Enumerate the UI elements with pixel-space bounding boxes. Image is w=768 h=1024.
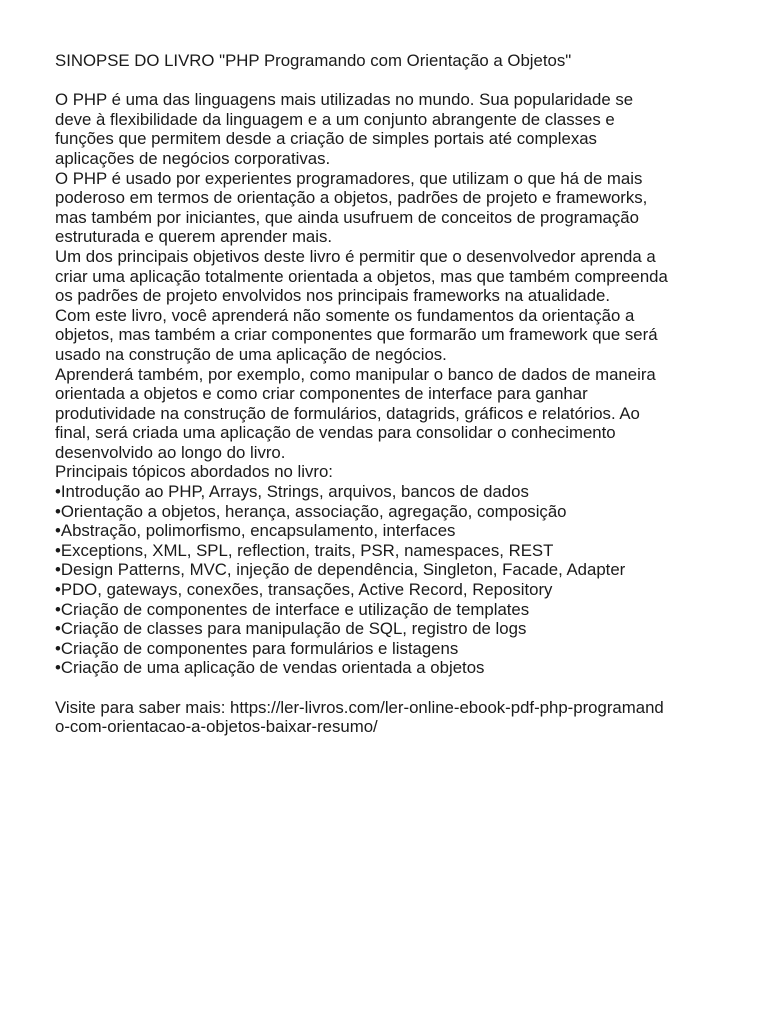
paragraph-intro <box>55 90 720 168</box>
text-line: poderoso em termos de orientação a objetos, padrões de projeto e frameworks, <box>55 188 648 208</box>
text-line: funções que permitem desde a criação de simples portais até complexas <box>55 129 597 149</box>
topics-list <box>55 482 720 678</box>
topics-heading: Principais tópicos abordados no livro: <box>55 462 333 482</box>
text-line: Visite para saber mais: https://ler-livros.com/ler-online-ebook-pdf-php-programand <box>55 697 664 717</box>
text-line: desenvolvido ao longo do livro. <box>55 442 286 462</box>
text-line: usado na construção de uma aplicação de negócios. <box>55 344 447 364</box>
text-line: criar uma aplicação totalmente orientada a objetos, mas que também compreenda <box>55 266 668 286</box>
paragraph-database <box>55 365 720 463</box>
document-page <box>55 51 720 737</box>
paragraph-fundamentals <box>55 306 720 365</box>
list-item: •Orientação a objetos, herança, associação, agregação, composição <box>55 501 567 521</box>
text-line: o-com-orientacao-a-objetos-baixar-resumo/ <box>55 717 378 737</box>
list-item: •Criação de componentes de interface e utilização de templates <box>55 599 530 619</box>
text-line: aplicações de negócios corporativas. <box>55 148 331 168</box>
text-line: os padrões de projeto envolvidos nos principais frameworks na atualidade. <box>55 286 611 306</box>
text-line: O PHP é usado por experientes programadores, que utilizam o que há de mais <box>55 168 643 188</box>
text-line: produtividade na construção de formulários, datagrids, gráficos e relatórios. Ao <box>55 403 640 423</box>
spacer <box>55 678 720 698</box>
text-line: mas também por iniciantes, que ainda usufruem de conceitos de programação <box>55 207 639 227</box>
document-title: SINOPSE DO LIVRO "PHP Programando com Orientação a Objetos" <box>55 51 572 70</box>
paragraph-audience <box>55 169 720 247</box>
text-line: orientada a objetos e como criar componentes de interface para ganhar <box>55 384 588 404</box>
text-line: Com este livro, você aprenderá não somente os fundamentos da orientação a <box>55 305 635 325</box>
list-item: •Introdução ao PHP, Arrays, Strings, arquivos, bancos de dados <box>55 482 529 502</box>
text-line: estruturada e querem aprender mais. <box>55 227 333 247</box>
list-item: •Exceptions, XML, SPL, reflection, traits, PSR, namespaces, REST <box>55 540 554 560</box>
list-item: •Criação de uma aplicação de vendas orientada a objetos <box>55 658 485 678</box>
list-item: •PDO, gateways, conexões, transações, Active Record, Repository <box>55 580 553 600</box>
text-line: deve à flexibilidade da linguagem e a um conjunto abrangente de classes e <box>55 109 615 129</box>
paragraph-objectives <box>55 247 720 306</box>
text-line: objetos, mas também a criar componentes que formarão um framework que será <box>55 325 658 345</box>
list-item: •Abstração, polimorfismo, encapsulamento, interfaces <box>55 521 456 541</box>
list-item: •Criação de classes para manipulação de SQL, registro de logs <box>55 619 527 639</box>
visit-link[interactable] <box>55 698 720 737</box>
list-item: •Criação de componentes para formulários e listagens <box>55 638 459 658</box>
text-line: Aprenderá também, por exemplo, como manipular o banco de dados de maneira <box>55 364 656 384</box>
text-line: Um dos principais objetivos deste livro é permitir que o desenvolvedor aprenda a <box>55 246 656 266</box>
text-line: O PHP é uma das linguagens mais utilizadas no mundo. Sua popularidade se <box>55 90 634 110</box>
spacer <box>55 71 720 91</box>
text-line: final, será criada uma aplicação de vendas para consolidar o conhecimento <box>55 423 616 443</box>
list-item: •Design Patterns, MVC, injeção de dependência, Singleton, Facade, Adapter <box>55 560 626 580</box>
